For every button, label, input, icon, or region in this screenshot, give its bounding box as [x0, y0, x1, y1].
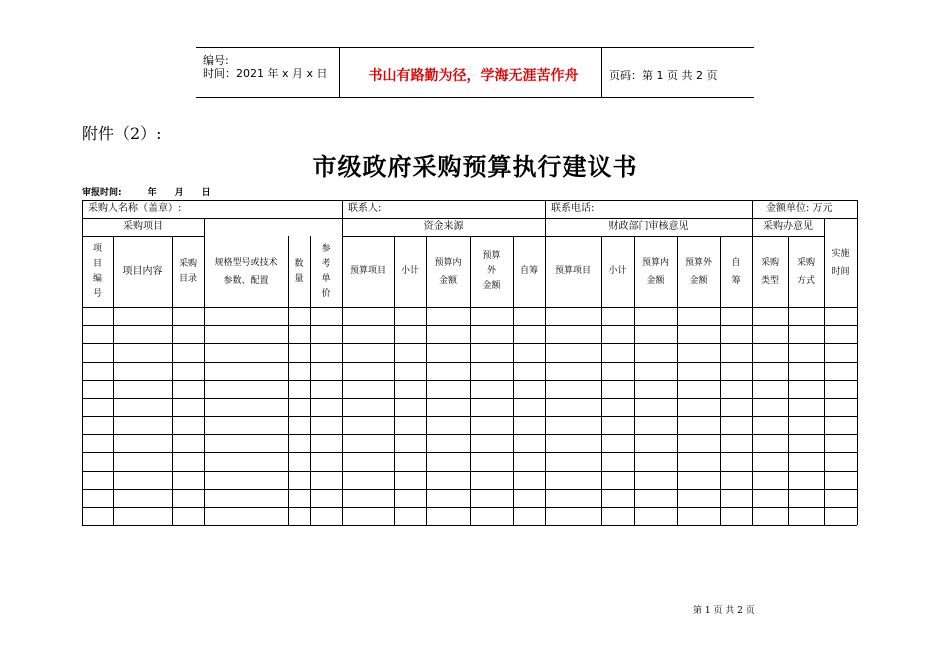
table-row[interactable]	[82, 398, 857, 416]
footer-page-number: 第 1 页 共 2 页	[693, 606, 755, 616]
header-text-line: 项	[92, 243, 102, 254]
header-text-line: 采购	[796, 257, 815, 268]
col-qty	[288, 236, 310, 307]
purchaser-name-label: 采购人名称（盖章）:	[88, 203, 182, 214]
contact-label: 联系人:	[348, 203, 382, 214]
header-text-line: 考	[321, 258, 331, 269]
table-row[interactable]	[82, 507, 857, 525]
grid-line	[82, 200, 857, 201]
page-title: 市级政府采购预算执行建议书	[312, 152, 638, 181]
table-row[interactable]	[82, 434, 857, 452]
table-row[interactable]	[82, 416, 857, 434]
grid-line	[82, 218, 857, 219]
header-text-line: 时间	[831, 266, 850, 277]
header-text-line: 预算内	[641, 257, 669, 268]
doc-time-label: 时间：2021 年 x 月 x 日	[203, 67, 328, 80]
header-text-line: 参	[321, 243, 331, 254]
header-motto: 书山有路勤为径，学海无涯苦作舟	[368, 68, 579, 84]
doc-code-label: 编号:	[203, 54, 229, 67]
header-text-line: 预算内	[434, 257, 462, 268]
col-item-no	[82, 236, 113, 307]
group-procurement-office: 采购办意见	[763, 221, 813, 232]
col-subtotal: 小计	[400, 266, 419, 276]
header-text-line: 筹	[731, 275, 741, 286]
col-out-budget	[470, 236, 513, 307]
grid-line	[545, 200, 546, 218]
table-row[interactable]	[82, 471, 857, 489]
header-text-line: 号	[92, 288, 102, 299]
col-proc-method	[788, 236, 824, 307]
col-budget-item: 预算项目	[349, 266, 386, 276]
group-finance-review: 财政部门审核意见	[608, 221, 689, 232]
table-row[interactable]	[82, 325, 857, 343]
col-catalog	[172, 236, 204, 307]
header-text-line: 编	[92, 273, 102, 284]
col-fin-budget-item: 预算项目	[554, 266, 591, 276]
grid-line	[857, 200, 858, 525]
table-row[interactable]	[82, 362, 857, 380]
header-text-line: 目	[92, 258, 102, 269]
header-text-line: 采购	[760, 257, 779, 268]
table-row[interactable]	[82, 380, 857, 398]
group-fund-source: 资金来源	[423, 221, 464, 232]
col-content: 项目内容	[122, 265, 163, 277]
header-text-line: 数	[294, 258, 304, 269]
table-row[interactable]	[82, 489, 857, 507]
grid-line	[82, 525, 857, 526]
attachment-label: 附件（2）:	[82, 124, 162, 143]
declare-day: 日	[201, 188, 211, 198]
col-in-budget	[426, 236, 470, 307]
page-number-label: 页码：第 1 页 共 2 页	[609, 69, 718, 82]
col-self-raised: 自筹	[519, 266, 538, 276]
col-fin-out-budget	[677, 236, 720, 307]
header-text-line: 价	[321, 288, 331, 299]
header-divider	[339, 48, 340, 97]
grid-line	[342, 200, 343, 218]
grid-line	[82, 236, 204, 237]
header-text-line: 规格型号或技术	[214, 257, 278, 268]
header-text-line: 目录	[178, 273, 197, 284]
col-fin-self	[720, 236, 752, 307]
declare-year: 年	[147, 188, 157, 198]
declare-date	[82, 185, 229, 198]
header-text-line: 量	[294, 273, 304, 284]
header-text-line: 实施	[831, 248, 850, 259]
header-text-line: 参数、配置	[223, 275, 269, 286]
header-text-line: 外	[486, 266, 496, 276]
col-impl-time	[824, 218, 857, 307]
table-row[interactable]	[82, 343, 857, 361]
table-row[interactable]	[82, 307, 857, 325]
declare-month: 月	[174, 188, 184, 198]
grid-line	[752, 200, 753, 218]
col-proc-type	[752, 236, 788, 307]
header-text-line: 方式	[796, 275, 815, 286]
budget-form-table	[82, 200, 857, 525]
phone-label: 联系电话:	[551, 203, 595, 214]
header-divider	[601, 48, 602, 97]
header-text-line: 金额	[438, 275, 457, 286]
col-fin-subtotal: 小计	[608, 266, 627, 276]
page-header	[196, 47, 754, 98]
table-row[interactable]	[82, 452, 857, 470]
header-text-line: 金额	[482, 281, 501, 291]
col-ref-price	[310, 236, 342, 307]
header-text-line: 采购	[178, 258, 197, 269]
header-text-line: 类型	[760, 275, 779, 286]
amount-unit-label: 金额单位: 万元	[766, 203, 833, 214]
header-text-line: 单	[321, 273, 331, 284]
header-text-line: 预算外	[684, 257, 712, 268]
declare-label: 审报时间:	[82, 188, 122, 198]
header-text-line: 金额	[689, 275, 708, 286]
header-text-line: 金额	[646, 275, 665, 286]
group-project: 采购项目	[123, 221, 163, 232]
col-spec	[204, 236, 288, 307]
header-text-line: 自	[731, 257, 741, 268]
header-text-line: 预算	[482, 251, 501, 261]
col-fin-in-budget	[634, 236, 677, 307]
